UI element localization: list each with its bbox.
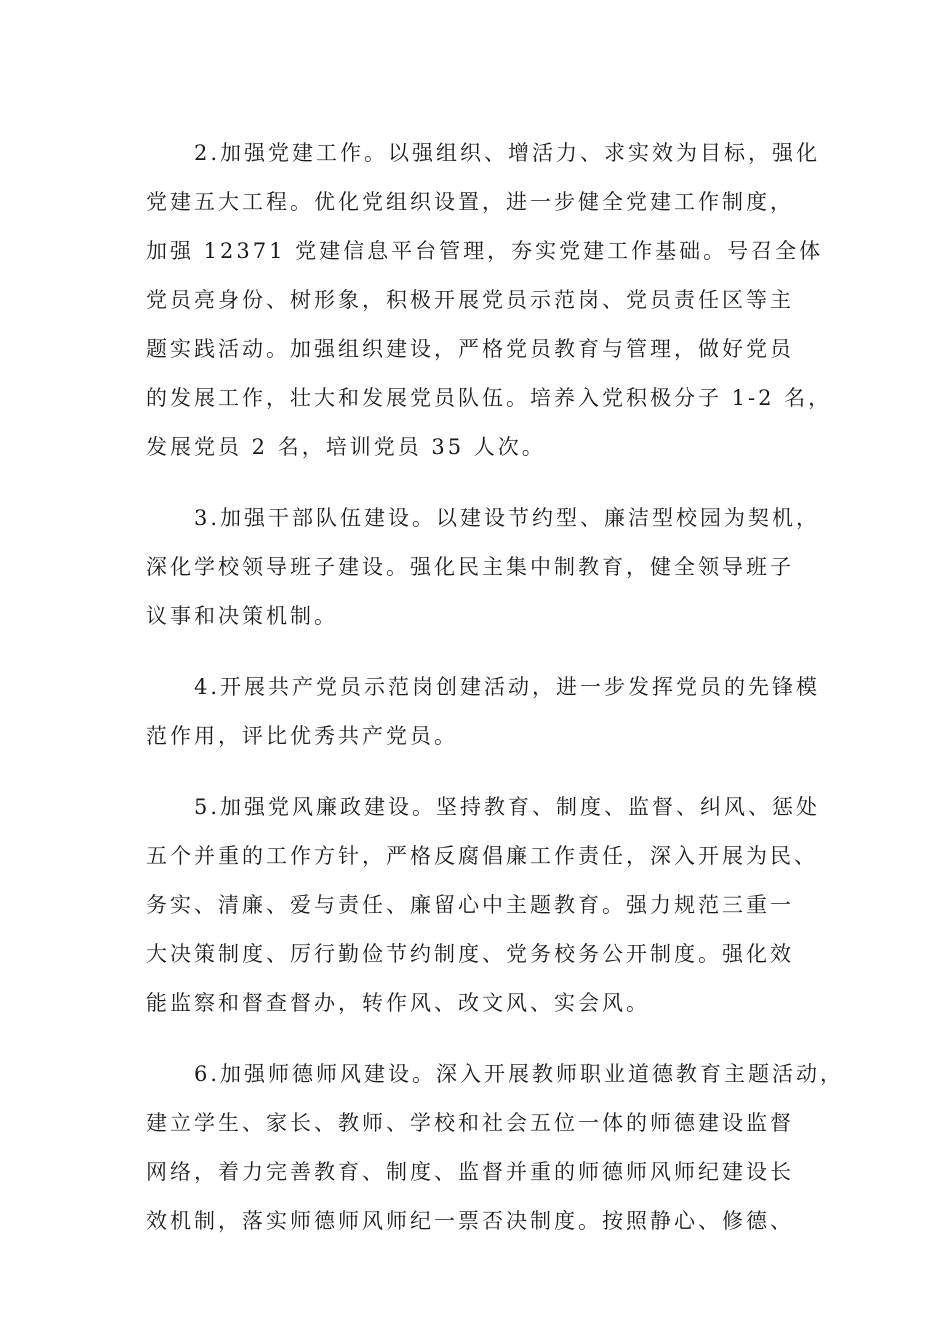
text-line: 党建五大工程。优化党组织设置，进一步健全党建工作制度， bbox=[146, 190, 794, 214]
document-body bbox=[146, 129, 845, 1246]
text-line: 范作用，评比优秀共产党员。 bbox=[146, 724, 458, 748]
text-line: 大决策制度、厉行勤俭节约制度、党务校务公开制度。强化效 bbox=[146, 942, 794, 966]
text-line: 4.开展共产党员示范岗创建活动，进一步发挥党员的先锋模 bbox=[146, 675, 821, 699]
paragraph-gap bbox=[146, 472, 826, 494]
paragraph-cadre-team bbox=[146, 494, 826, 641]
text-line: 2.加强党建工作。以强组织、增活力、求实效为目标，强化 bbox=[146, 141, 821, 165]
text-line: 发展党员 2 名，培训党员 35 人次。 bbox=[146, 435, 546, 459]
paragraph-party-building bbox=[146, 129, 833, 472]
text-line: 题实践活动。加强组织建设，严格党员教育与管理，做好党员 bbox=[146, 337, 794, 361]
text-line: 议事和决策机制。 bbox=[146, 604, 338, 628]
text-line: 务实、清廉、爱与责任、廉留心中主题教育。强力规范三重一 bbox=[146, 893, 794, 917]
paragraph-integrity bbox=[146, 783, 826, 1028]
text-line: 网络，着力完善教育、制度、监督并重的师德师风师纪建设长 bbox=[146, 1160, 794, 1184]
paragraph-gap bbox=[146, 641, 826, 663]
text-line: 能监察和督查督办，转作风、改文风、实会风。 bbox=[146, 991, 650, 1015]
text-line: 3.加强干部队伍建设。以建设节约型、廉洁型校园为契机， bbox=[146, 506, 821, 530]
text-line: 效机制，落实师德师风师纪一票否决制度。按照静心、修德、 bbox=[146, 1209, 794, 1233]
text-line: 的发展工作，壮大和发展党员队伍。培养入党积极分子 1-2 名， bbox=[146, 386, 833, 410]
text-line: 5.加强党风廉政建设。坚持教育、制度、监督、纠风、惩处 bbox=[146, 795, 821, 819]
text-line: 党员亮身份、树形象，积极开展党员示范岗、党员责任区等主 bbox=[146, 288, 794, 312]
paragraph-model-post bbox=[146, 663, 826, 761]
paragraph-gap bbox=[146, 1028, 826, 1050]
text-line: 五个并重的工作方针，严格反腐倡廉工作责任，深入开展为民、 bbox=[146, 844, 818, 868]
text-line: 6.加强师德师风建设。深入开展教师职业道德教育主题活动， bbox=[146, 1062, 845, 1086]
paragraph-teacher-ethics bbox=[146, 1050, 845, 1246]
text-line: 建立学生、家长、教师、学校和社会五位一体的师德建设监督 bbox=[146, 1111, 794, 1135]
text-line: 深化学校领导班子建设。强化民主集中制教育，健全领导班子 bbox=[146, 555, 794, 579]
paragraph-gap bbox=[146, 761, 826, 783]
text-line: 加强 12371 党建信息平台管理，夯实党建工作基础。号召全体 bbox=[146, 239, 824, 263]
